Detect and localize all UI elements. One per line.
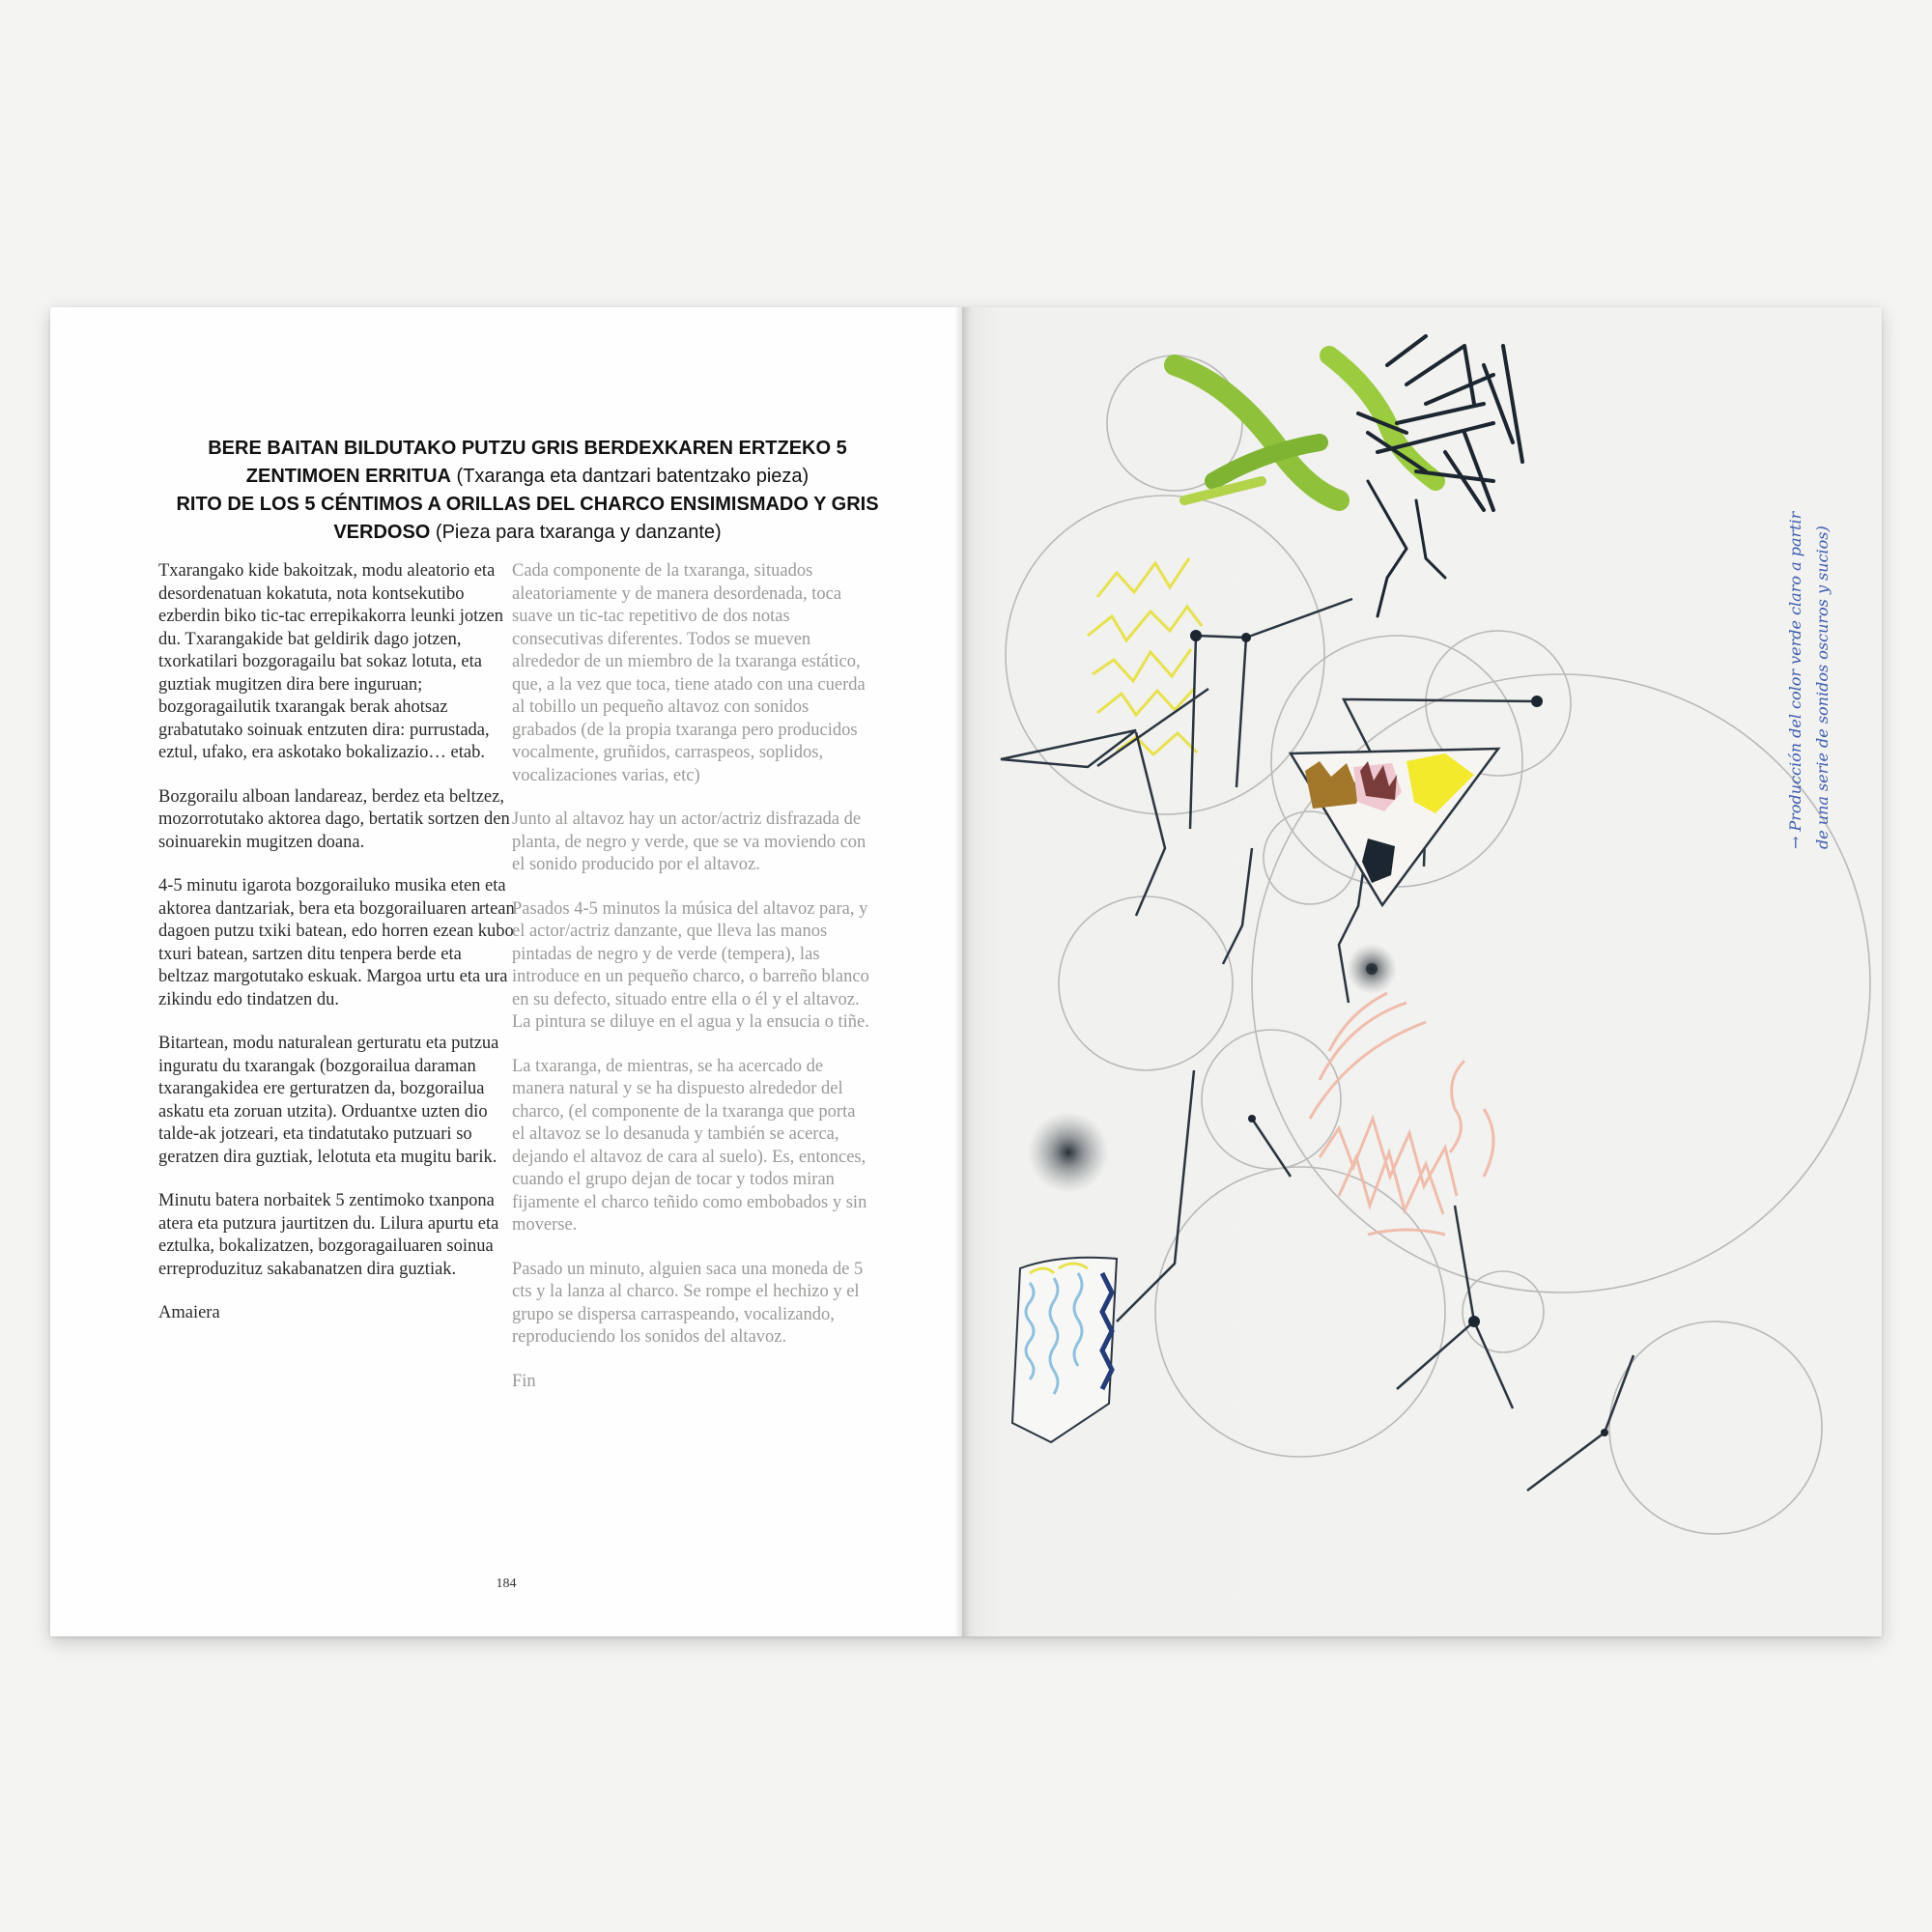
heading-basque-subtitle: (Txaranga eta dantzari batentzako pieza) — [456, 466, 810, 487]
basque-ending: Amaiera — [158, 1303, 220, 1322]
score-drawing — [962, 307, 1882, 1636]
spanish-text-column — [512, 560, 869, 1414]
basque-paragraph: Txarangako kide bakoitzak, modu aleatorio eta desordenatuan kokatuta, nota kontsekutibo ezberdin biko tic-tac errepikakorra leunki jotzen du. Txarangakide bat geldirik dago jotzen, txorkatilari bozgoragailu bat sokaz lotuta, eta guztiak mugitzen dira bere inguruan; bozgoragailutik txarangak berak ahotsaz grabatutako soinuak entzuten dira: purrustada, eztul, ufako, era askotako bokalizazio… etab. — [158, 561, 503, 762]
yellow-squiggle-circle — [1088, 558, 1202, 754]
spanish-paragraph: La txaranga, de mientras, se ha acercado de manera natural y se ha dispuesto alrededor del charco, (el componente de la txaranga que porta el altavoz se lo desanuda y también se acerca, dejando el altavoz de cara al suelo). Es, entonces, cuando el grupo dejan de tocar y todos miran fijamente el charco teñido como embobados y sin moverse. — [512, 1056, 867, 1235]
basque-paragraph: Bozgorailu alboan landareaz, berdez eta beltzez, mozorrotutako aktorea dago, bertatik sortzen den soinuarekin mugitzen doana. — [158, 786, 510, 852]
basque-text-column — [158, 560, 516, 1347]
spanish-paragraph: Pasado un minuto, alguien saca una moneda de 5 cts y la lanza al charco. Se rompe el hechizo y el grupo se dispersa carraspeando, vocalizando, reproduciendo los sonidos del altavoz. — [512, 1259, 864, 1347]
spanish-paragraph: Cada componente de la txaranga, situados aleatoriamente y de manera desordenada, toca suave un tic-tac repetitivo de dos notas consecutivas diferentes. Todos se mueven alrededor de un miembro de la txaranga estático, que, a la vez que toca, tiene atado con una cuerda al tobillo un pequeño altavoz con sonidos grabados (de la propia txaranga pero producidos vocalmente, gruñidos, carraspeos, soplidos, vocalizaciones varias, etc) — [512, 561, 866, 785]
pencil-circles — [1006, 355, 1870, 1534]
basque-paragraph: Bitartean, modu naturalean gerturatu eta putzua inguratu du txarangak (bozgorailua daraman txarangakidea ere gerturatzen da, bozgorailua askatu eta zoruan utzita). Orduantxe uzten dio talde-ak jotzeari, eta tindatutako putzuari so geratzen dira guztiak, lelotuta eta mugitu barik. — [158, 1034, 499, 1167]
ink-smudge — [1347, 944, 1397, 994]
handnote-line-2: de una serie de sonidos oscuros y sucios) — [1813, 526, 1832, 849]
left-page — [50, 307, 962, 1636]
spanish-paragraph: Junto al altavoz hay un actor/actriz disfrazada de planta, de negro y verde, que se va moviendo con el sonido producido por el altavoz. — [512, 810, 867, 874]
piece-heading — [158, 435, 896, 547]
black-scribble — [1358, 336, 1522, 616]
handnote-line-1: → Producción del color verde claro a partir — [1786, 511, 1804, 849]
heading-spanish-subtitle: (Pieza para txaranga y danzante) — [435, 522, 722, 543]
book-spread — [50, 307, 1882, 1636]
basque-paragraph: 4-5 minutu igarota bozgorailuko musika eten eta aktorea dantzariak, bera eta bozgorailuaren artean dagoen putzu txiki batean, edo horren ezean kubo txuri batean, sartzen ditu tenpera berde eta beltzaz margotutako eskuak. Margoa urtu eta ura zikindu edo tindatzen du. — [158, 876, 515, 1009]
blue-wave-panel — [1012, 1258, 1117, 1442]
right-page-artwork — [962, 307, 1882, 1636]
color-swatch-triangle — [1291, 749, 1498, 905]
spine-gutter — [954, 307, 970, 1636]
basque-paragraph: Minutu batera norbaitek 5 zentimoko txanpona atera eta putzura jaurtitzen du. Lilura apurtu eta eztulka, bokalizatzen, bozgoragailuaren soinua erreproduzituz sakabanatzen dira guztiak. — [158, 1191, 499, 1279]
page-number: 184 — [496, 1577, 517, 1591]
heading-spanish-title: RITO DE LOS 5 CÉNTIMOS A ORILLAS DEL CHARCO ENSIMISMADO Y GRIS VERDOSO — [176, 494, 879, 543]
spanish-paragraph: Pasados 4-5 minutos la música del altavoz para, y el actor/actriz danzante, que lleva las manos pintadas de negro y de verde (tempera), las introduce en un pequeño charco, o barreño blanco en su defecto, situado entre ella o él y el altavoz. La pintura se diluye en el agua y la ensucia o tiñe. — [512, 898, 869, 1032]
salmon-hatching — [1310, 993, 1493, 1235]
heading-basque-title: BERE BAITAN BILDUTAKO PUTZU GRIS BERDEXKAREN ERTZEKO 5 ZENTIMOEN ERRITUA — [208, 438, 847, 487]
ink-smudge — [1028, 1112, 1109, 1193]
spanish-ending: Fin — [512, 1371, 536, 1391]
